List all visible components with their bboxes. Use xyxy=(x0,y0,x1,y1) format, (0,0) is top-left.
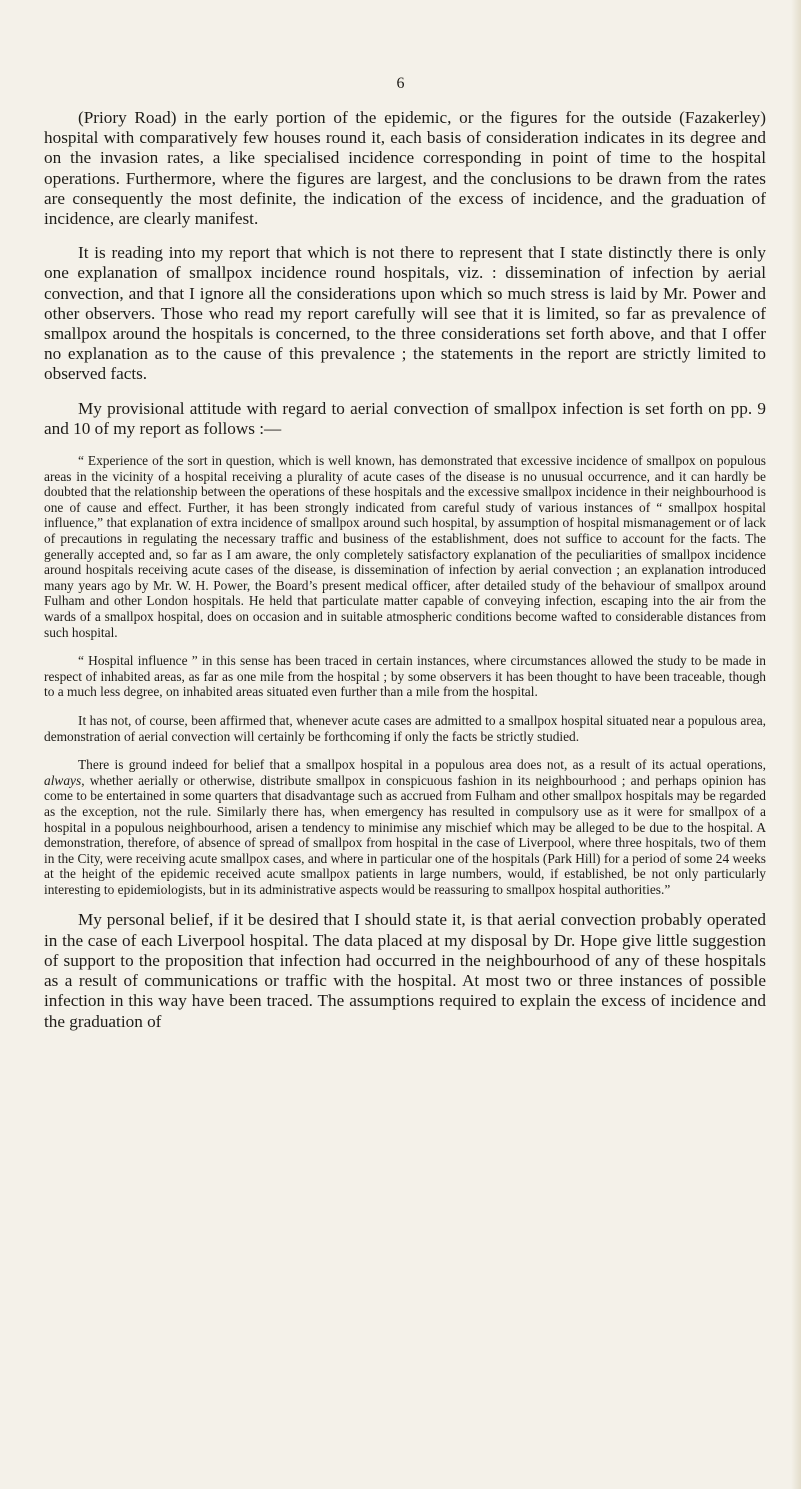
page-edge xyxy=(791,0,801,1489)
paragraph-1: (Priory Road) in the early portion of the epidemic, or the figures for the outside (Fazakerley) hospital with comparatively few houses round it, each basis of consideration indicates in its degree and on the invasion rates, a like specialised incidence corresponding in point of time to the hospital operations. Furthermore, where the figures are largest, and the conclusions to be drawn from the rates are consequently the most definite, the indication of the excess of incidence, and the graduation of incidence, are clearly manifest. xyxy=(44,108,766,229)
quote-text-before: There is ground indeed for belief that a smallpox hospital in a populous area does not, as a result of its actual operations, xyxy=(78,757,766,773)
text-column xyxy=(44,108,766,1046)
paragraph-3: My provisional attitude with regard to aerial convection of smallpox infection is set forth on pp. 9 and 10 of my report as follows :— xyxy=(44,398,766,438)
quote-paragraph-1: “ Experience of the sort in question, which is well known, has demonstrated that excessive incidence of smallpox on populous areas in the vicinity of a hospital receiving a plurality of acute cases of the disease is no unusual occurrence, and it can hardly be doubted that the relationship between the operations of these hospitals and the excessive smallpox incidence in their neighbourhood is one of cause and effect. Further, it has been strongly indicated from careful study of various instances of “ smallpox hospital influence,” that explanation of extra incidence of smallpox around such hospital, by assumption of hospital mismanagement or of lack of precautions in regulating the necessary traffic and business of the establishment, does not suffice to account for the facts. The generally accepted and, so far as I am aware, the only completely satisfactory explanation of the peculiarities of smallpox incidence around hospitals receiving acute cases of the disease, is dissemination of infection by aerial convection ; an explanation introduced many years ago by Mr. W. H. Power, the Board’s present medical officer, after detailed study of the behaviour of smallpox around Fulham and other London hospitals. He held that particulate matter capable of conveying infection, escaping into the air from the wards of a smallpox hospital, does on occasion and in suitable atmospheric conditions become wafted to considerable distances from such hospital. xyxy=(44,453,766,640)
quote-paragraph-4 xyxy=(44,757,766,897)
paragraph-4: My personal belief, if it be desired that I should state it, is that aerial convection probably operated in the case of each Liverpool hospital. The data placed at my disposal by Dr. Hope give little suggestion of support to the proposition that infection had occurred in the neighbourhood of any of these hospitals as a result of communications or traffic with the hospital. At most two or three instances of possible infection in this way have been traced. The assumptions required to explain the excess of incidence and the graduation of xyxy=(44,910,766,1031)
quote-paragraph-2: “ Hospital influence ” in this sense has been traced in certain instances, where circumstances allowed the study to be made in respect of inhabited areas, as far as one mile from the hospital ; by some observers it has been thought to have been traceable, though to a much less degree, on inhabited areas situated even further than a mile from the hospital. xyxy=(44,653,766,700)
quote-text-after: , whether aerially or otherwise, distribute smallpox in conspicuous fashion in its neighbourhood ; and perhaps opinion has come to be entertained in some quarters that disadvantage such as accrued from Fulham and other smallpox hospitals may be regarded as the exception, not the rule. Similarly there has, when emergency has resulted in compulsory use as it were for smallpox of a hospital in a populous neighbourhood, arisen a tendency to minimise any mischief which may be alleged to be due to the hospital. A demonstration, therefore, of absence of spread of smallpox from hospital in the case of Liverpool, where three hospitals, two of them in the City, were receiving acute smallpox cases, and where in particular one of the hospitals (Park Hill) for a period of some 24 weeks at the height of the epidemic received acute smallpox patients in large numbers, would, if established, be not only particularly interesting to epidemiologists, but in its administrative aspects would be reassuring to smallpox hospital authorities.” xyxy=(44,772,766,897)
paragraph-2: It is reading into my report that which is not there to represent that I state distinctly there is only one explanation of smallpox incidence round hospitals, viz. : dissemination of infection by aerial convection, and that I ignore all the considerations upon which so much stress is laid by Mr. Power and other observers. Those who read my report carefully will see that it is limited, so far as prevalence of smallpox around the hospitals is concerned, to the three considerations set forth above, and that I offer no explanation as to the cause of this prevalence ; the statements in the report are strictly limited to observed facts. xyxy=(44,243,766,384)
quote-paragraph-3: It has not, of course, been affirmed that, whenever acute cases are admitted to a smallpox hospital situated near a populous area, demonstration of aerial convection will certainly be forthcoming if only the facts be strictly studied. xyxy=(44,712,766,744)
quote-emphasis: always xyxy=(44,772,82,788)
page-number: 6 xyxy=(396,75,405,92)
